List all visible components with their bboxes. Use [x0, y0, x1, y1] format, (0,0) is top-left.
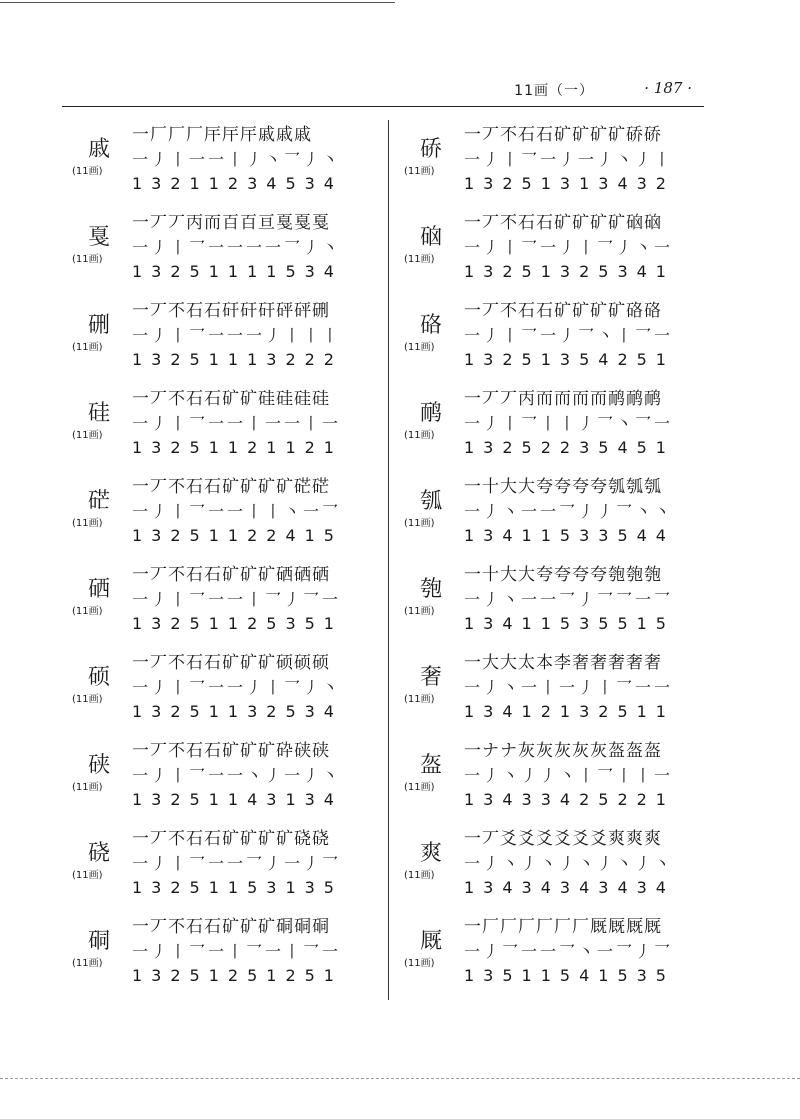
stroke-codes: 13251111534	[132, 262, 343, 281]
stroke-codes: 13251132534	[132, 702, 343, 721]
stroke-shapes: 一丿丨一一丨丿丶乛丿丶	[132, 150, 342, 169]
stroke-shapes: 一丿丨乛一一丨一一丨一	[132, 414, 342, 433]
stroke-codes: 13434343434	[464, 878, 675, 897]
character-entry	[400, 118, 710, 206]
stroke-shapes: 一丿丶丿丶丿丶丿丶丿丶	[464, 854, 674, 873]
stroke-shapes: 一丿丶丿丿丶丨乛丨丨一	[464, 766, 674, 785]
character-entry	[400, 558, 710, 646]
headword-character: 硚	[420, 137, 443, 162]
headword-character: 硐	[88, 929, 111, 954]
stroke-order-progression: 一丆不石石矿矿矿矿硚硚	[464, 125, 662, 145]
bottom-edge-rule	[0, 1078, 800, 1079]
stroke-codes: 13251125351	[132, 614, 343, 633]
stroke-count-label: (11画)	[404, 606, 435, 617]
stroke-count-label: (11画)	[404, 782, 435, 793]
character-entry	[400, 822, 710, 910]
stroke-codes: 13251113222	[132, 350, 343, 369]
stroke-count-label: (11画)	[404, 958, 435, 969]
stroke-order-progression: 一丆不石石矿矿矿矿硭硭	[132, 477, 330, 497]
stroke-count-label: (11画)	[404, 342, 435, 353]
page-number: · 187 ·	[644, 79, 692, 97]
character-entry	[400, 734, 710, 822]
header-rule	[62, 106, 704, 107]
stroke-order-progression: 一丆不石石矿矿矿砕硖硖	[132, 741, 330, 761]
stroke-codes: 13252235451	[464, 438, 675, 457]
headword-character: 硌	[420, 313, 443, 338]
section-label: 11画（一）	[514, 83, 594, 99]
headword-character: 鸸	[420, 401, 443, 426]
character-entry	[68, 470, 378, 558]
stroke-order-progression: 一丆丆丙而而而而鸸鸸鸸	[464, 389, 662, 409]
headword-character: 戚	[88, 137, 111, 162]
headword-character: 瓠	[420, 489, 443, 514]
stroke-count-label: (11画)	[72, 166, 103, 177]
stroke-order-progression: 一丆不石石矿矿矿硐硐硐	[132, 917, 330, 937]
stroke-shapes: 一丿丨乛一一一一乛丿丶	[132, 238, 342, 257]
stroke-count-label: (11画)	[404, 254, 435, 265]
top-edge-rule	[0, 2, 395, 3]
stroke-order-progression: 一丆爻爻爻爻爻爻爽爽爽	[464, 829, 662, 849]
headword-character: 戛	[88, 225, 111, 250]
stroke-shapes: 一丿丨乛一一丨丨丶一乛	[132, 502, 342, 521]
character-entry	[68, 118, 378, 206]
stroke-order-progression: 一丆不石石矿矿矿矿硌硌	[464, 301, 662, 321]
headword-character: 盔	[420, 753, 443, 778]
stroke-order-progression: 一丆不石石矿矿矿矿硗硗	[132, 829, 330, 849]
stroke-order-progression: 一丆不石石矿矿硅硅硅硅	[132, 389, 330, 409]
stroke-codes: 13251325341	[464, 262, 675, 281]
headword-character: 硗	[88, 841, 111, 866]
stroke-count-label: (11画)	[404, 870, 435, 881]
character-entry	[68, 558, 378, 646]
headword-character: 硕	[88, 665, 111, 690]
stroke-count-label: (11画)	[404, 430, 435, 441]
stroke-codes: 13251313432	[464, 174, 675, 193]
stroke-count-label: (11画)	[72, 430, 103, 441]
stroke-order-progression: 一丆不石石矿矿矿硕硕硕	[132, 653, 330, 673]
character-entry	[400, 382, 710, 470]
stroke-shapes: 一丿丨乛丨丨丿乛丶乛一	[464, 414, 674, 433]
stroke-codes: 13251251251	[132, 966, 343, 985]
stroke-order-progression: 一丆不石石矿矿矿硒硒硒	[132, 565, 330, 585]
stroke-shapes: 一丿丨乛一丨乛一丨乛一	[132, 942, 342, 961]
stroke-count-label: (11画)	[72, 518, 103, 529]
stroke-codes: 13251122415	[132, 526, 343, 545]
character-entry	[68, 382, 378, 470]
stroke-shapes: 一丿丨乛一一一丿丨丨丨	[132, 326, 342, 345]
stroke-codes: 13511541535	[464, 966, 675, 985]
character-entry	[400, 910, 710, 998]
left-column	[68, 118, 378, 998]
headword-character: 硅	[88, 401, 111, 426]
character-entry	[400, 206, 710, 294]
page-header	[60, 78, 702, 104]
stroke-count-label: (11画)	[72, 694, 103, 705]
stroke-order-progression: 一十大大夸夸夸夸匏匏匏	[464, 565, 662, 585]
character-entry	[68, 910, 378, 998]
stroke-count-label: (11画)	[404, 518, 435, 529]
stroke-shapes: 一丿丶一一乛丿乛乛一乛	[464, 590, 674, 609]
stroke-codes: 13251153135	[132, 878, 343, 897]
stroke-shapes: 一丿丶一一乛丿丿乛丶丶	[464, 502, 674, 521]
stroke-order-progression: 一十大大夸夸夸夸瓠瓠瓠	[464, 477, 662, 497]
stroke-order-progression: 一丆丆丙而百百亘戛戛戛	[132, 213, 330, 233]
stroke-shapes: 一丿乛一一乛丶一乛丿乛	[464, 942, 674, 961]
headword-character: 奢	[420, 665, 443, 690]
stroke-order-progression: 一丆不石石矿矿矿矿硇硇	[464, 213, 662, 233]
stroke-count-label: (11画)	[72, 342, 103, 353]
stroke-shapes: 一丿丨乛一丿乛丶丨乛一	[464, 326, 674, 345]
headword-character: 硒	[88, 577, 111, 602]
character-entry	[68, 734, 378, 822]
headword-character: 爽	[420, 841, 443, 866]
headword-character: 硖	[88, 753, 111, 778]
character-entry	[68, 206, 378, 294]
character-entry	[68, 822, 378, 910]
headword-character: 匏	[420, 577, 443, 602]
stroke-count-label: (11画)	[72, 782, 103, 793]
stroke-count-label: (11画)	[404, 166, 435, 177]
stroke-codes: 13251143134	[132, 790, 343, 809]
character-entry	[68, 294, 378, 382]
character-entry	[400, 294, 710, 382]
stroke-codes: 13251354251	[464, 350, 675, 369]
headword-character: 硎	[88, 313, 111, 338]
headword-character: 厩	[420, 929, 443, 954]
right-column	[400, 118, 710, 998]
stroke-codes: 13411535515	[464, 614, 675, 633]
stroke-codes: 13433425221	[464, 790, 675, 809]
stroke-order-progression: 一ナナ灰灰灰灰灰盔盔盔	[464, 741, 662, 761]
character-entry	[400, 646, 710, 734]
headword-character: 硇	[420, 225, 443, 250]
stroke-shapes: 一丿丨乛一丿一丿丶丿丨	[464, 150, 674, 169]
character-entry	[68, 646, 378, 734]
stroke-count-label: (11画)	[72, 606, 103, 617]
stroke-codes: 13251121121	[132, 438, 343, 457]
character-entry	[400, 470, 710, 558]
stroke-count-label: (11画)	[404, 694, 435, 705]
column-divider	[388, 120, 389, 1000]
stroke-shapes: 一丿丨乛一一乛丿一丿乛	[132, 854, 342, 873]
stroke-shapes: 一丿丨乛一丿丨乛丿丶一	[464, 238, 674, 257]
stroke-order-progression: 一厂厂厂厂厂厂厩厩厩厩	[464, 917, 662, 937]
stroke-shapes: 一丿丶一丨一丿丨乛一一	[464, 678, 674, 697]
stroke-count-label: (11画)	[72, 870, 103, 881]
stroke-order-progression: 一丆不石石矸矸矸砰砰硎	[132, 301, 330, 321]
stroke-codes: 13412132511	[464, 702, 675, 721]
stroke-count-label: (11画)	[72, 958, 103, 969]
stroke-shapes: 一丿丨乛一一丶丿一丿丶	[132, 766, 342, 785]
stroke-shapes: 一丿丨乛一一丨乛丿乛一	[132, 590, 342, 609]
stroke-shapes: 一丿丨乛一一丿丨乛丿丶	[132, 678, 342, 697]
stroke-order-progression: 一厂厂厂厈厈厈戚戚戚	[132, 125, 312, 145]
stroke-order-progression: 一大大太本李奢奢奢奢奢	[464, 653, 662, 673]
stroke-codes: 13411533544	[464, 526, 675, 545]
stroke-count-label: (11画)	[72, 254, 103, 265]
stroke-codes: 13211234534	[132, 174, 343, 193]
headword-character: 硭	[88, 489, 111, 514]
